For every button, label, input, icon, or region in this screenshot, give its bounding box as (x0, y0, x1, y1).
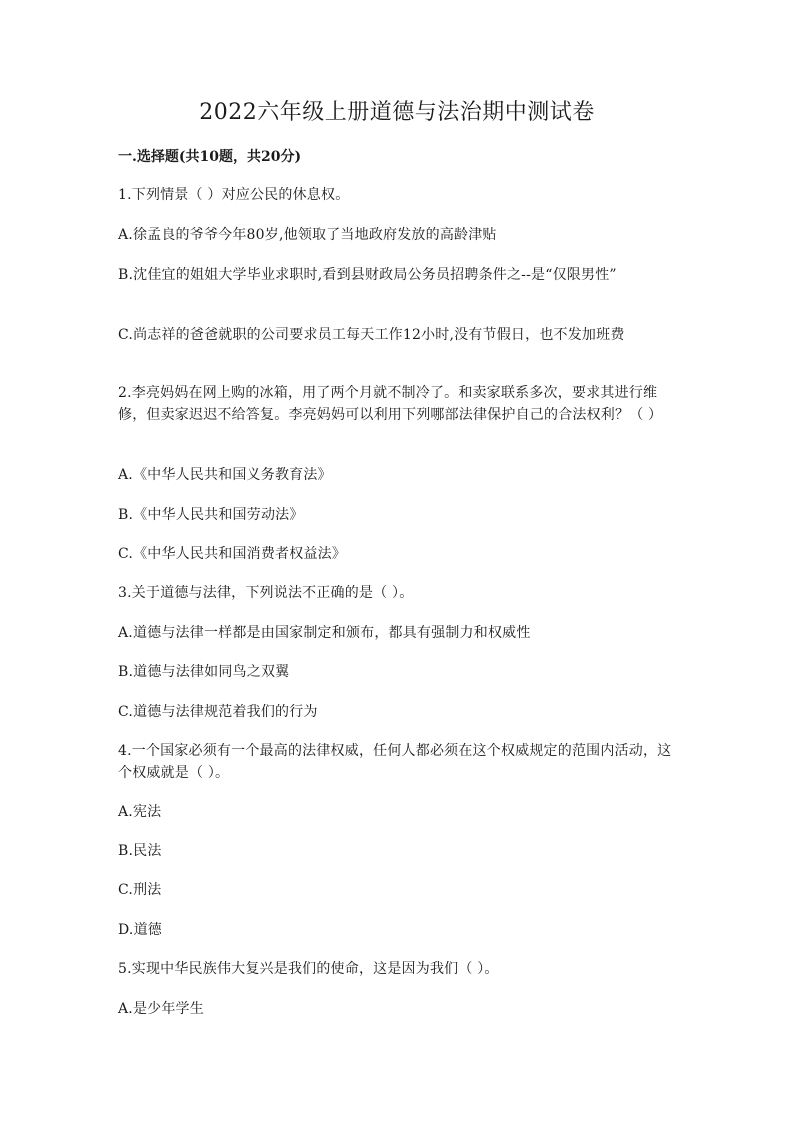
question-5-stem: 5.实现中华民族伟大复兴是我们的使命，这是因为我们（ ）。 (118, 961, 499, 977)
question-1-stem: 1.下列情景（ ）对应公民的休息权。 (118, 187, 350, 203)
section-heading: 一.选择题(共10题，共20分) (118, 149, 302, 165)
question-4-stem: 4.一个国家必须有一个最高的法律权威，任何人都必须在这个权威规定的范围内活动，这个权威就是（ ）。 (118, 743, 672, 781)
question-2-option-c: C.《中华人民共和国消费者权益法》 (118, 546, 347, 562)
question-4-option-a: A.宪法 (118, 804, 162, 820)
question-2-option-a: A.《中华人民共和国义务教育法》 (118, 467, 332, 483)
page-title: 2022六年级上册道德与法治期中测试卷 (199, 100, 595, 125)
question-3-option-c: C.道德与法律规范着我们的行为 (118, 704, 318, 720)
question-5-option-a: A.是少年学生 (118, 1001, 204, 1017)
question-4-option-c: C.刑法 (118, 882, 162, 898)
question-2-option-b: B.《中华人民共和国劳动法》 (118, 507, 304, 523)
question-1-option-a: A.徐孟良的爷爷今年80岁,他领取了当地政府发放的高龄津贴 (118, 227, 497, 243)
question-3-option-a: A.道德与法律一样都是由国家制定和颁布，都具有强制力和权威性 (118, 625, 531, 641)
question-1-option-c: C.尚志祥的爸爸就职的公司要求员工每天工作12小时,没有节假日，也不发加班费 (118, 327, 625, 343)
question-4-option-b: B.民法 (118, 843, 162, 859)
question-3-option-b: B.道德与法律如同鸟之双翼 (118, 664, 290, 680)
question-2-stem: 2.李亮妈妈在网上购的冰箱，用了两个月就不制冷了。和卖家联系多次，要求其进行维修，但卖家迟迟不给答复。李亮妈妈可以利用下列哪部法律保护自己的合法权利？（ ） (118, 385, 663, 423)
question-4-option-d: D.道德 (118, 922, 162, 938)
question-3-stem: 3.关于道德与法律，下列说法不正确的是（ ）。 (118, 585, 414, 601)
question-1-option-b: B.沈佳宜的姐姐大学毕业求职时,看到县财政局公务员招聘条件之--是“仅限男性” (118, 267, 617, 283)
